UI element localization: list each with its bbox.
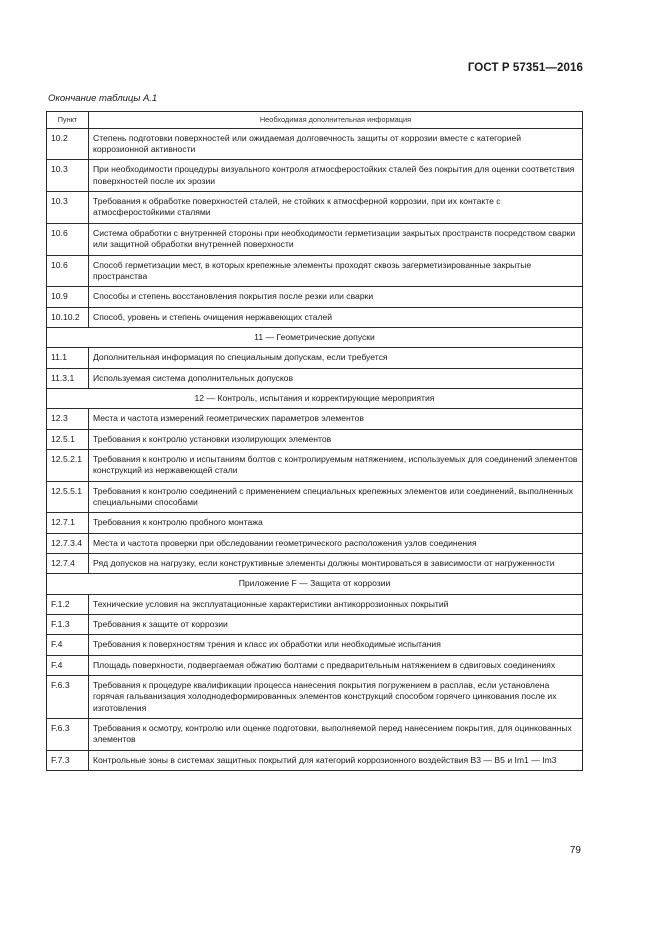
section-heading-row (47, 388, 583, 408)
requirement-text: Дополнительная информация по специальным допускам, если требуется (89, 348, 583, 368)
requirement-text: Требования к осмотру, контролю или оценке подготовки, выполняемой перед нанесением покрытия, для оцинкованных элементов (89, 719, 583, 751)
table-row (47, 635, 583, 655)
table-row (47, 348, 583, 368)
clause-number: 12.7.1 (47, 513, 89, 533)
section-heading-row (47, 327, 583, 347)
section-heading: Приложение F — Защита от коррозии (47, 574, 583, 594)
requirement-text: Требования к контролю соединений с применением специальных крепежных элементов или соединений, выполненных специальными способами (89, 481, 583, 513)
page-number: 79 (569, 845, 581, 856)
document-code: ГОСТ Р 57351—2016 (467, 62, 583, 74)
clause-number: 12.5.2.1 (47, 449, 89, 481)
requirement-text: Способы и степень восстановления покрытия после резки или сварки (89, 287, 583, 307)
table-row (47, 409, 583, 429)
table-row (47, 223, 583, 255)
section-heading: 12 — Контроль, испытания и корректирующие мероприятия (47, 388, 583, 408)
requirement-text: Контрольные зоны в системах защитных покрытий для категорий коррозионного воздействия В3 — В5 и Im1 — Im3 (89, 750, 583, 770)
requirement-text: Технические условия на эксплуатационные характеристики антикоррозионных покрытий (89, 594, 583, 614)
table-row (47, 481, 583, 513)
section-heading: 11 — Геометрические допуски (47, 327, 583, 347)
requirement-text: Требования к обработке поверхностей сталей, не стойких к атмосферной коррозии, при их контакте с атмосферостойкими сталями (89, 192, 583, 224)
clause-number: 10.3 (47, 160, 89, 192)
section-heading-row (47, 574, 583, 594)
requirement-text: Требования к поверхностям трения и класс их обработки или необходимые испытания (89, 635, 583, 655)
requirement-text: Требования к контролю пробного монтажа (89, 513, 583, 533)
requirement-text: При необходимости процедуры визуального контроля атмосферостойких сталей без покрытия для оценки соответствия поверхностей после их эрозии (89, 160, 583, 192)
table-row (47, 719, 583, 751)
clause-number: F.1.3 (47, 615, 89, 635)
requirement-text: Требования к контролю установки изолирующих элементов (89, 429, 583, 449)
clause-number: F.7.3 (47, 750, 89, 770)
column-header-info: Необходимая дополнительная информация (89, 112, 583, 129)
table-caption: Окончание таблицы А.1 (48, 93, 158, 104)
table-header-row (47, 112, 583, 129)
table-row (47, 307, 583, 327)
requirements-table (46, 111, 583, 771)
requirement-text: Способ, уровень и степень очищения нержавеющих сталей (89, 307, 583, 327)
table-row (47, 368, 583, 388)
clause-number: F.6.3 (47, 676, 89, 719)
table-row (47, 128, 583, 160)
table-row (47, 655, 583, 675)
clause-number: 10.10.2 (47, 307, 89, 327)
clause-number: 10.6 (47, 255, 89, 287)
requirement-text: Требования к процедуре квалификации процесса нанесения покрытия погружением в расплав, если установлена горячая гальванизация холоднодеформированных элементов конструкций способом горячего цинкования после их изготовления (89, 676, 583, 719)
clause-number: 12.7.3.4 (47, 533, 89, 553)
table-row (47, 554, 583, 574)
requirement-text: Ряд допусков на нагрузку, если конструктивные элементы должны монтироваться в зависимости от нагруженности (89, 554, 583, 574)
table-body (47, 128, 583, 770)
clause-number: 11.3.1 (47, 368, 89, 388)
clause-number: 12.3 (47, 409, 89, 429)
clause-number: F.4 (47, 635, 89, 655)
column-header-point: Пункт (47, 112, 89, 129)
clause-number: 12.5.5.1 (47, 481, 89, 513)
table-row (47, 449, 583, 481)
requirement-text: Степень подготовки поверхностей или ожидаемая долговечность защиты от коррозии вместе с категорией коррозионной активности (89, 128, 583, 160)
requirement-text: Требования к контролю и испытаниям болтов с контролируемым натяжением, используемых для соединений элементов конструкций из нержавеющей стали (89, 449, 583, 481)
requirement-text: Способ герметизации мест, в которых крепежные элементы проходят сквозь загерметизированные закрытые пространства (89, 255, 583, 287)
requirement-text: Места и частота измерений геометрических параметров элементов (89, 409, 583, 429)
table-row (47, 676, 583, 719)
clause-number: 12.5.1 (47, 429, 89, 449)
clause-number: F.1.2 (47, 594, 89, 614)
clause-number: 10.9 (47, 287, 89, 307)
requirement-text: Используемая система дополнительных допусков (89, 368, 583, 388)
clause-number: 10.6 (47, 223, 89, 255)
clause-number: 10.2 (47, 128, 89, 160)
table-row (47, 429, 583, 449)
clause-number: 10.3 (47, 192, 89, 224)
clause-number: F.4 (47, 655, 89, 675)
table-row (47, 750, 583, 770)
clause-number: F.6.3 (47, 719, 89, 751)
table-row (47, 513, 583, 533)
table-row (47, 533, 583, 553)
table-row (47, 615, 583, 635)
clause-number: 12.7.4 (47, 554, 89, 574)
table-row (47, 255, 583, 287)
table-row (47, 594, 583, 614)
table-row (47, 287, 583, 307)
table-row (47, 192, 583, 224)
requirement-text: Требования к защите от коррозии (89, 615, 583, 635)
requirement-text: Система обработки с внутренней стороны при необходимости герметизации закрытых пространств посредством сварки или защитной обработки внутренней поверхности (89, 223, 583, 255)
requirement-text: Площадь поверхности, подвергаемая обжатию болтами с предварительным натяжением в сдвиговых соединениях (89, 655, 583, 675)
table-row (47, 160, 583, 192)
clause-number: 11.1 (47, 348, 89, 368)
requirement-text: Места и частота проверки при обследовании геометрического расположения узлов соединения (89, 533, 583, 553)
